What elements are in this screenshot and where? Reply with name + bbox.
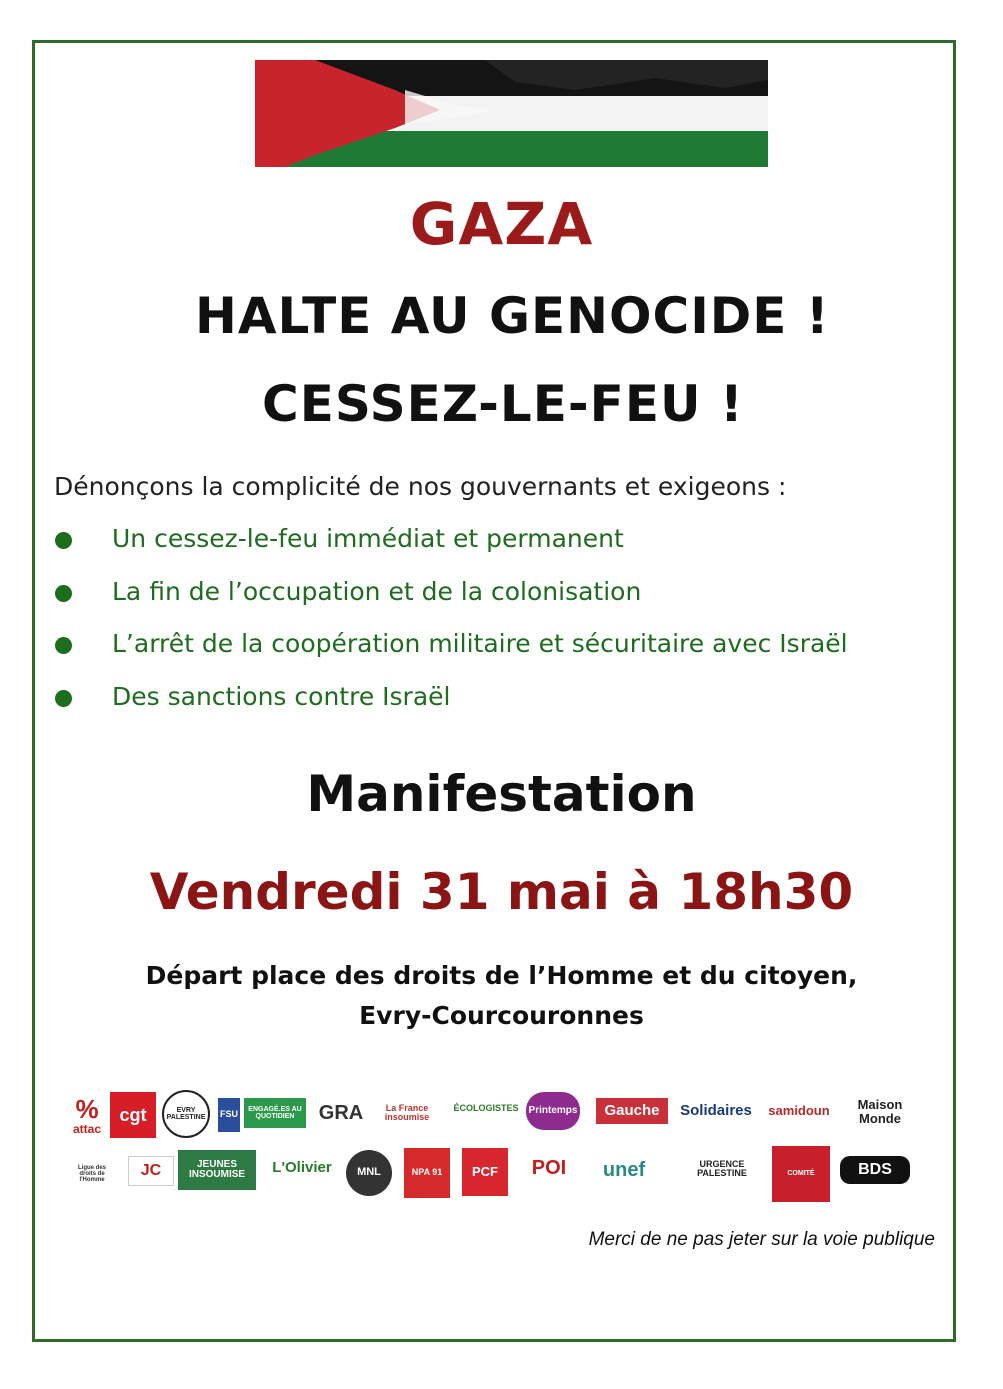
comite-logo: COMITÉ [772,1146,830,1202]
bullet-icon [55,690,72,707]
logos-row-1 [66,1082,926,1152]
event-date-time: Vendredi 31 mai à 18h30 [149,863,854,921]
list-item: L’arrêt de la coopération militaire et sécuritaire avec Israël [52,625,848,678]
npa-logo: NPA 91 [404,1148,450,1198]
list-item: Un cessez-le-feu immédiat et permanent [52,520,848,573]
printemps-logo: Printemps [526,1092,580,1130]
pcf-logo: PCF [462,1148,508,1196]
logos-row-2 [66,1146,926,1216]
bullet-icon [55,585,72,602]
demands-list [52,520,848,730]
poi-logo: POI [531,1156,567,1179]
bds-logo: BDS [840,1156,910,1184]
footer-note: Merci de ne pas jeter sur la voie publique [588,1229,935,1250]
maison-monde-logo: Maison Monde [857,1097,903,1126]
list-item: La fin de l’occupation et de la colonisation [52,573,848,626]
cgt-logo: cgt [110,1092,156,1138]
solidaires-logo: Solidaires [680,1102,752,1120]
jc-logo: JC [128,1156,174,1186]
organizer-logos [66,1082,926,1222]
evry-palestine-logo: EVRY PALESTINE [162,1090,210,1138]
departure-location [0,956,1003,1036]
ldh-logo: Ligue des droits de l'Homme [77,1164,106,1184]
gra-logo: GRA [318,1101,364,1124]
list-item: Des sanctions contre Israël [52,678,848,731]
headline-cessez: CESSEZ-LE-FEU ! [262,375,744,433]
headline-halte: HALTE AU GENOCIDE ! [195,287,830,345]
samidoun-logo: samidoun [768,1103,830,1119]
departure-line-2: Evry-Courcouronnes [359,1001,644,1030]
bullet-icon [55,637,72,654]
departure-line-1: Départ place des droits de l’Homme et du citoyen, [145,961,858,990]
jeunes-insoumise-logo: JEUNES INSOUMISE [178,1150,256,1190]
intro-text: Dénonçons la complicité de nos gouvernants et exigeons : [54,472,787,501]
unef-logo: unef [602,1158,646,1181]
bullet-icon [55,532,72,549]
urgence-palestine-logo: URGENCE PALESTINE [697,1158,747,1178]
engage-logo: ENGAGÉ.ES AU QUOTIDIEN [244,1098,306,1128]
fsu-logo: FSU [218,1098,240,1132]
palestine-flag-banner [255,60,768,167]
gauche-logo: Gauche [596,1098,668,1124]
mnl-logo: MNL [346,1150,392,1196]
event-label: Manifestation [306,765,697,823]
lfi-logo: La France insoumise [384,1102,430,1122]
attac-logo: % attac [72,1093,101,1136]
olivier-logo: L'Olivier [272,1159,332,1177]
ecologistes-logo: ÉCOLOGISTES [453,1103,519,1114]
title-gaza: GAZA [409,190,594,258]
